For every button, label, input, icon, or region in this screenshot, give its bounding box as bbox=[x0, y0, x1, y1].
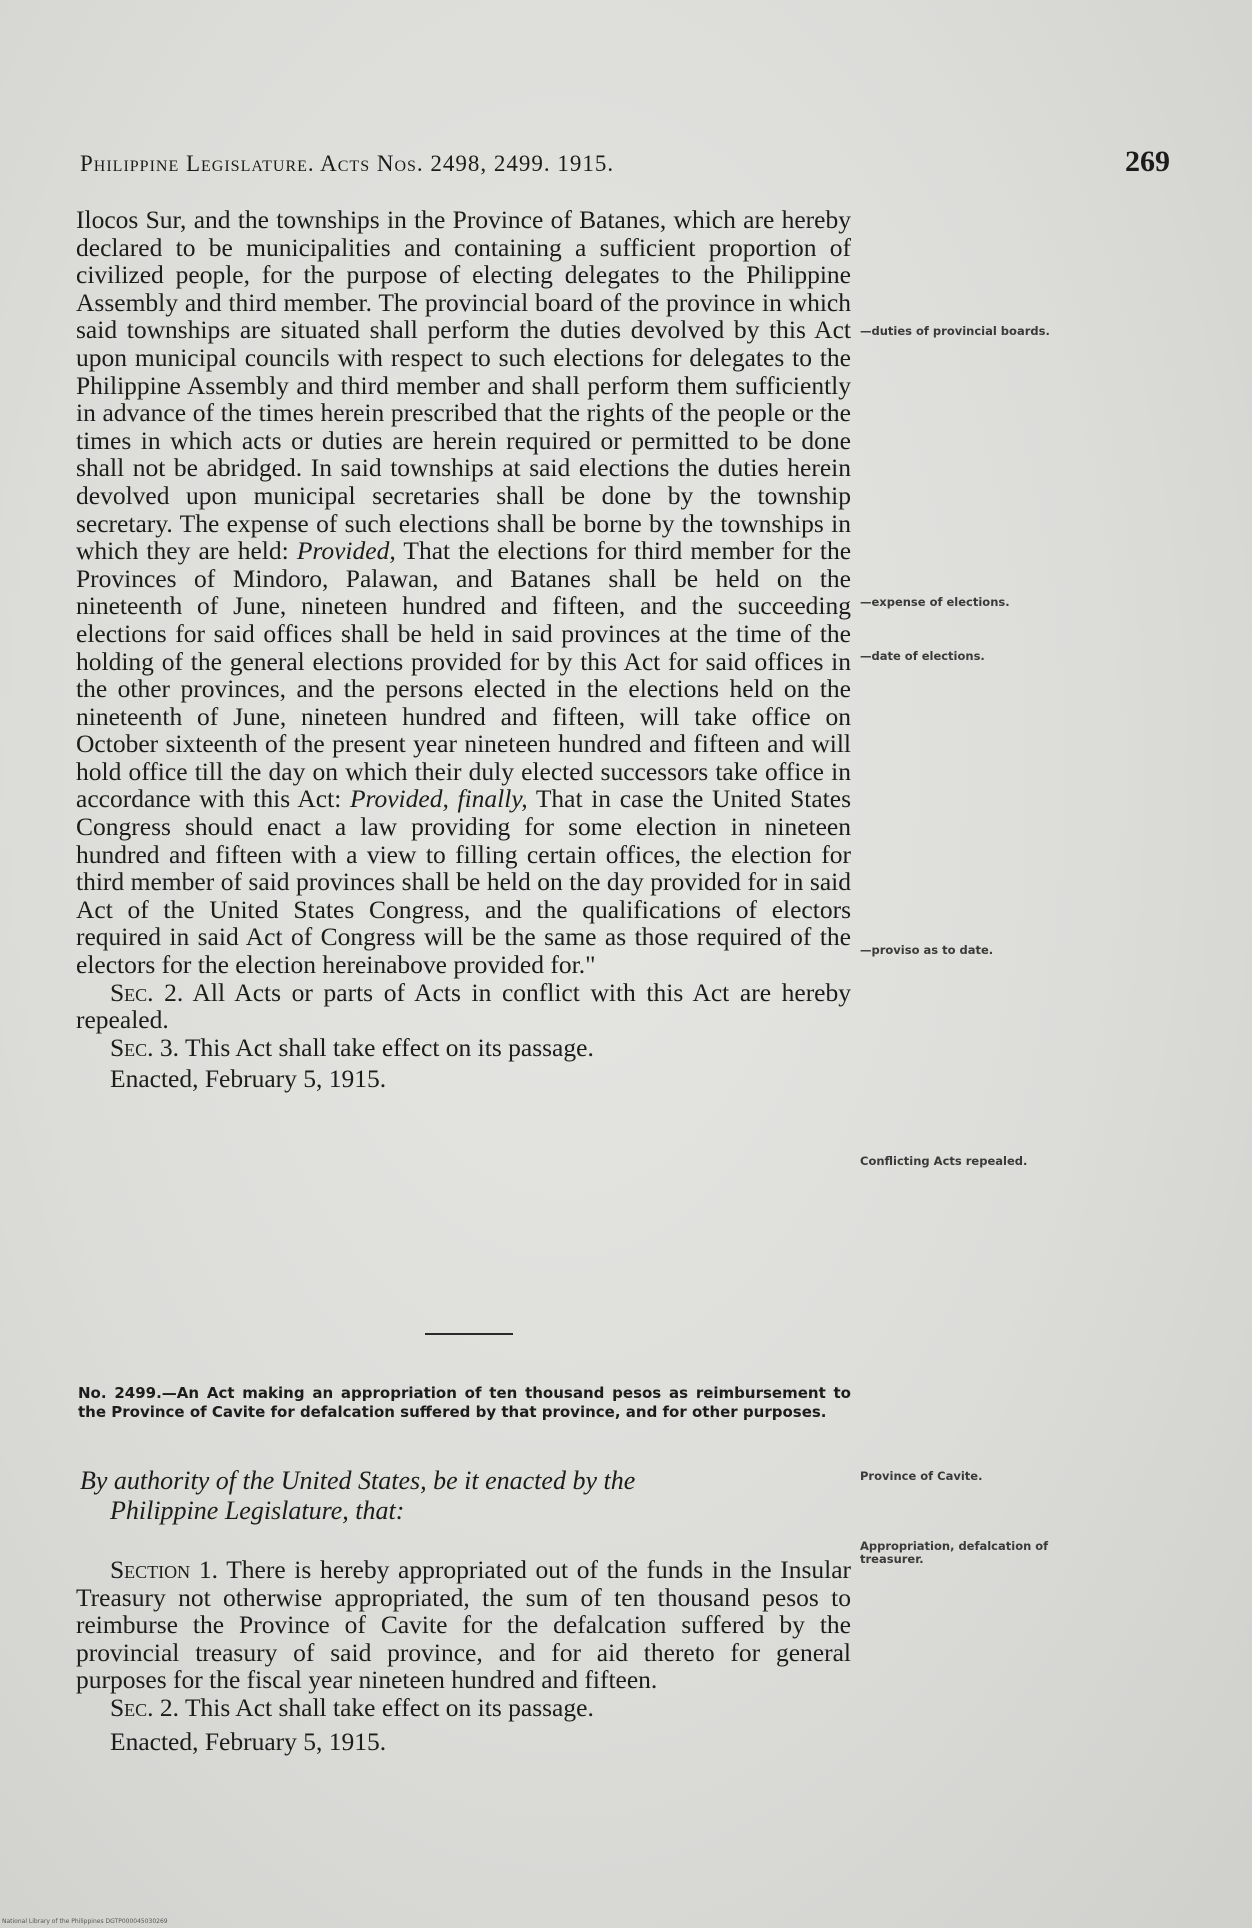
provisions-paragraph bbox=[76, 206, 851, 979]
act-number: No. 2499. bbox=[78, 1384, 162, 1402]
paragraph-text-c: That in case the United States Congress should enact a law providing for some election in nineteen hundred and fifteen with a view to filling certain offices, the election for third member of said provinces shall be held on the day provided for in said Act of the United States Congress, and the qualifications of electors required in said Act of Congress will be the same as those required of the electors for the election hereinabove provided for." bbox=[76, 784, 851, 980]
provided-finally-clause: Provided, finally, bbox=[349, 784, 528, 814]
page-number: 269 bbox=[1125, 145, 1170, 178]
enacted-date: Enacted, February 5, 1915. bbox=[110, 1064, 387, 1094]
act-2498-continuation bbox=[76, 206, 851, 1093]
act-description: —An Act making an appropriation of ten thousand pesos as reimbursement to the Province of Cavite for defalcation suffered by that province, and for other purposes. bbox=[78, 1384, 851, 1421]
act-2499-body bbox=[76, 1556, 851, 1755]
section-divider bbox=[425, 1333, 513, 1335]
section-3 bbox=[76, 1034, 851, 1062]
running-head: Philippine Legislature. Acts Nos. 2498, 2499. 1915. bbox=[80, 151, 615, 176]
section-3-text: This Act shall take effect on its passage. bbox=[184, 1032, 594, 1062]
enacting-line-2: Philippine Legislature, that: bbox=[110, 1496, 405, 1525]
paragraph-text-a: Ilocos Sur, and the townships in the Province of Batanes, which are hereby declared to be municipalities and containing a sufficient proportion of civilized people, for the purpose of electing delegates to the Philippine Assembly and third member. The provincial board of the province in which said townships are situated shall perform the duties devolved by this Act upon municipal councils with respect to such elections for delegates to the Philippine Assembly and third member and shall perform them sufficiently in advance of the times herein prescribed that the rights of the people or the times in which acts or duties are herein required or permitted to be done shall not be abridged. In said townships at said elections the duties herein devolved upon municipal secretaries shall be done by the township secretary. The expense of such elections shall be borne by the townships in which they are held: bbox=[76, 205, 851, 566]
margin-note-duties: —duties of provincial boards. bbox=[860, 324, 1050, 338]
scan-credit: National Library of the Philippines DGTP000045030269 bbox=[2, 1918, 168, 1925]
section-3-label: Sec. 3. bbox=[110, 1032, 180, 1062]
page-header bbox=[80, 145, 1170, 185]
margin-note-conflicting: Conflicting Acts repealed. bbox=[860, 1154, 1028, 1168]
provided-clause: Provided, bbox=[296, 536, 396, 566]
margin-note-appropriation: Appropriation, defalcation of treasurer. bbox=[860, 1539, 1049, 1566]
section-1 bbox=[76, 1556, 851, 1694]
enacting-clause bbox=[80, 1466, 855, 1526]
enacting-line-1: By authority of the United States, be it enacted by the bbox=[80, 1466, 636, 1495]
act-2499-section-2-label: Sec. 2. bbox=[110, 1692, 180, 1722]
section-1-text: There is hereby appropriated out of the funds in the Insular Treasury not otherwise appropriated, the sum of ten thousand pesos to reimburse the Province of Cavite for the defalcation suffered by the provincial treasury of said province, and for aid thereto for general purposes for the fiscal year nineteen hundred and fifteen. bbox=[76, 1555, 852, 1695]
section-2-text: All Acts or parts of Acts in conflict with this Act are hereby repealed. bbox=[76, 977, 851, 1035]
margin-note-province: Province of Cavite. bbox=[860, 1469, 983, 1483]
act-2499-enacted-date: Enacted, February 5, 1915. bbox=[110, 1726, 387, 1756]
act-2499-title bbox=[78, 1384, 851, 1422]
paragraph-text-b: That the elections for third member for the Provinces of Mindoro, Palawan, and Batanes shall be held on the nineteenth of June, nineteen hundred and fifteen, and the succeeding elections for said offices shall be held in said provinces at the time of the holding of the general elections provided for by this Act for said offices in the other provinces, and the persons elected in the elections held on the nineteenth of June, nineteen hundred and fifteen, will take office on October sixteenth of the present year nineteen hundred and fifteen and will hold office till the day on which their duly elected successors take office in accordance with this Act: bbox=[76, 536, 852, 814]
act-2499-section-2-text: This Act shall take effect on its passage. bbox=[184, 1692, 594, 1722]
margin-note-date: —date of elections. bbox=[860, 649, 985, 663]
section-1-label: Section 1. bbox=[110, 1555, 218, 1584]
act-2499-section-2 bbox=[76, 1694, 851, 1722]
margin-note-expense: —expense of elections. bbox=[860, 595, 1010, 609]
section-2 bbox=[76, 979, 851, 1034]
margin-note-proviso: —proviso as to date. bbox=[860, 943, 994, 957]
section-2-label: Sec. 2. bbox=[110, 977, 184, 1007]
